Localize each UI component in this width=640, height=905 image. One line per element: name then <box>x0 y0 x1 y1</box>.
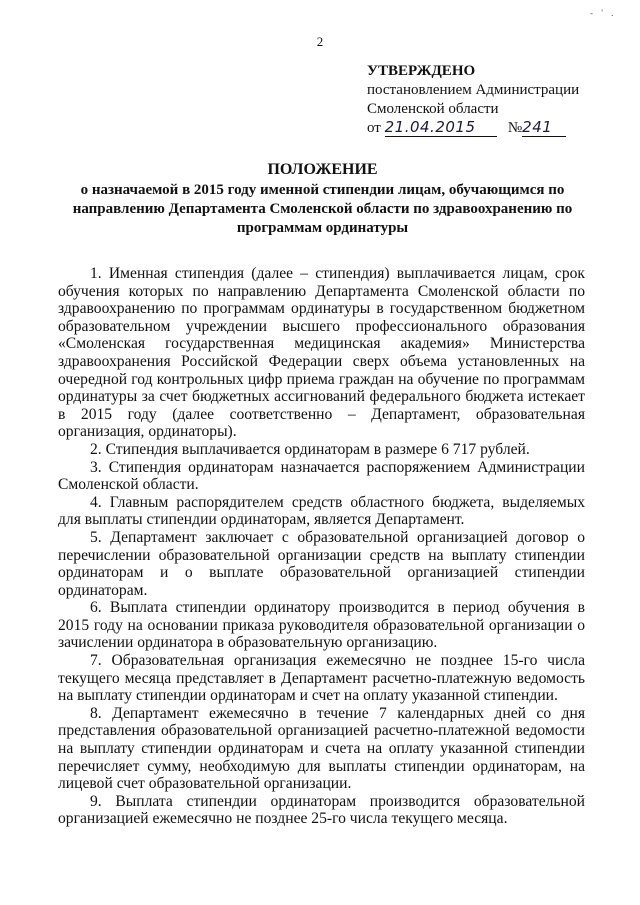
paragraph-3: 3. Стипендия ординаторам назначается распоряжением Администрации Смоленской области. <box>58 458 585 494</box>
number-value: 241 <box>522 118 553 136</box>
title-subtitle: о назначаемой в 2015 году именной стипендии лицам, обучающимся по направлению Департамента Смоленской области по здравоохранению по программам ординатуры <box>72 182 573 236</box>
approval-date-line <box>367 119 627 138</box>
document-body <box>58 265 585 828</box>
paragraph-6: 6. Выплата стипендии ординатору производится в период обучения в 2015 году на основании приказа руководителя образовательной организации о зачислении ординатора в образовательную организацию. <box>58 599 585 652</box>
approval-line-1: постановлением Администрации <box>367 82 580 98</box>
handwritten-number <box>522 119 566 137</box>
handwritten-date <box>385 119 497 137</box>
approval-line-2: Смоленской области <box>367 101 499 117</box>
paragraph-5: 5. Департамент заключает с образовательной организацией договор о перечислении образовательной организации средств на выплату стипендии ординаторам и о выплате образовательной организацией стипендии ординаторам. <box>58 528 585 599</box>
date-prefix: от <box>367 120 381 136</box>
paragraph-9: 9. Выплата стипендии ординаторам производится образовательной организацией ежемесячно не позднее 25-го числа текущего месяца. <box>58 792 585 828</box>
approval-heading: УТВЕРЖДЕНО <box>367 63 476 79</box>
corner-marks: - ' . <box>590 8 617 18</box>
page-number: 2 <box>316 34 324 49</box>
paragraph-4: 4. Главным распорядителем средств областного бюджета, выделяемых для выплаты стипендии ординаторам, является Департамент. <box>58 493 585 529</box>
title-heading: ПОЛОЖЕНИЕ <box>267 161 378 178</box>
paragraph-8: 8. Департамент ежемесячно в течение 7 календарных дней со дня представления образовательной организацией расчетно-платежной ведомости на выплату стипендии ординаторам и счета на оплату указанной стипендии перечисляет сумму, необходимую для выплаты стипендии ординаторам, на лицевой счет образовательной организации. <box>58 704 585 793</box>
date-value: 21.04.2015 <box>384 118 476 136</box>
document-title <box>50 160 595 238</box>
paragraph-7: 7. Образовательная организация ежемесячно не позднее 15-го числа текущего месяца представляет в Департамент расчетно-платежную ведомость на выплату стипендии ординаторам и счет на оплату указанной стипендии. <box>58 652 585 705</box>
approval-block <box>367 62 627 138</box>
number-prefix: № <box>507 120 523 136</box>
paragraph-1: 1. Именная стипендия (далее – стипендия) выплачивается лицам, срок обучения которых по направлению Департамента Смоленской области по здравоохранению по программам ординатуры в государственном бюджетном образовательном учреждении высшего профессионального образования «Смоленская государственная медицинская академия» Министерства здравоохранения Российской Федерации сверх объема установленных на очередной год контрольных цифр приема граждан на обучение по программам ординатуры за счет бюджетных ассигнований федерального бюджета истекает в 2015 году (далее соответственно – Департамент, образовательная организация, ординаторы). <box>58 265 585 441</box>
paragraph-2: 2. Стипендия выплачивается ординаторам в размере 6 717 рублей. <box>90 440 530 458</box>
